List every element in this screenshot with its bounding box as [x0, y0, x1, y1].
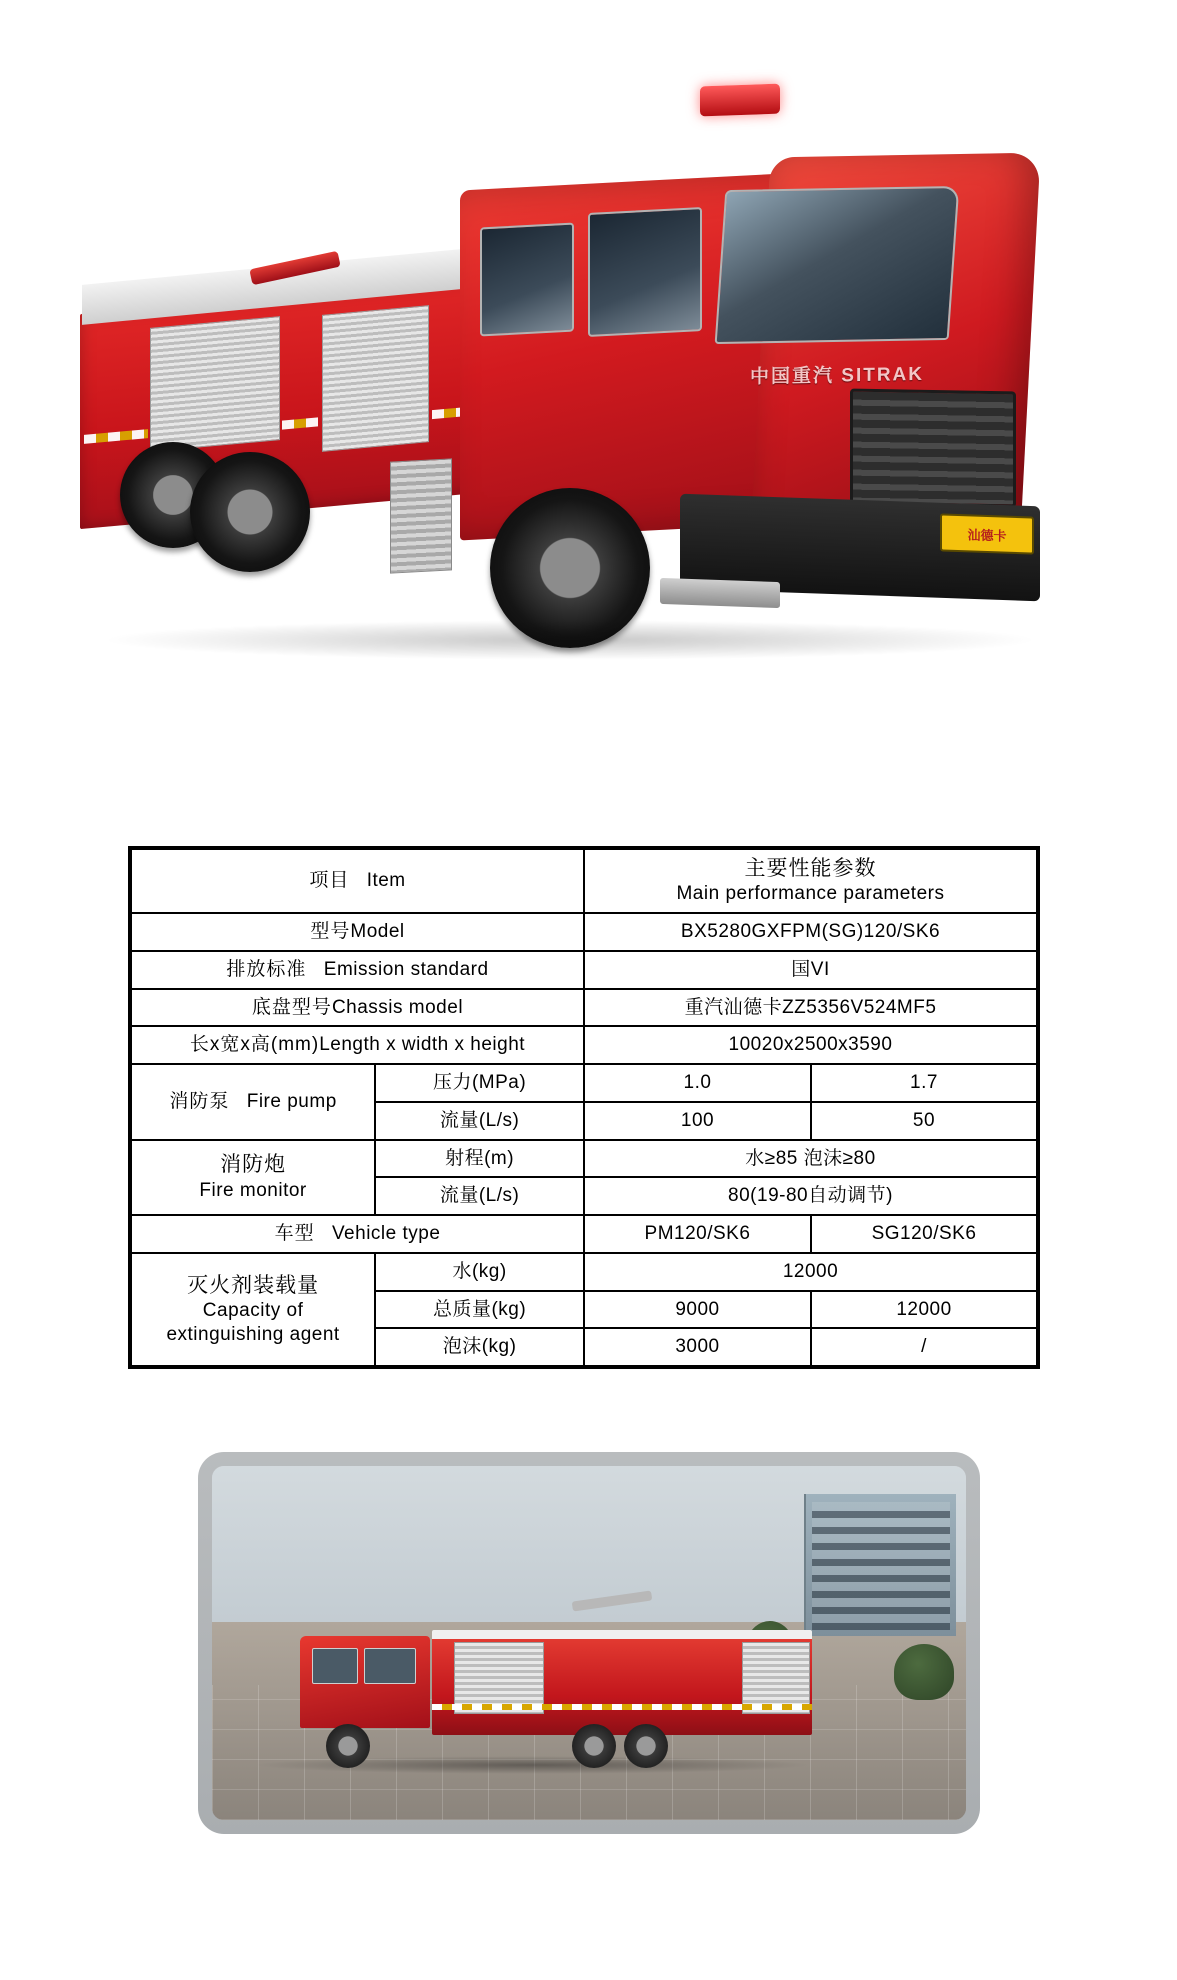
specification-table: [128, 846, 1040, 1369]
cell-fire-monitor-label: 消防炮 Fire monitor: [130, 1140, 375, 1216]
rear-wheel: [190, 452, 310, 572]
cab-window-side: [588, 207, 702, 337]
fire-truck-illustration: [60, 60, 1120, 740]
equipment-locker: [390, 458, 452, 573]
cell-fire-pump-flow-label: 流量(L/s): [375, 1102, 584, 1140]
cell-fire-monitor-range-value: 水≥85 泡沫≥80: [584, 1140, 1038, 1178]
photo-cab-window: [364, 1648, 416, 1684]
specification-table-wrapper: [128, 846, 1040, 1369]
table-row-emission: [130, 951, 1038, 989]
photo-cab-window: [312, 1648, 358, 1684]
ground-shadow: [100, 620, 1040, 660]
truck-roller-shutter-mid: [322, 305, 429, 452]
cell-capacity-total-mass-v1: 9000: [584, 1291, 811, 1329]
cell-vehicle-type-v1: PM120/SK6: [584, 1215, 811, 1253]
cell-capacity-label: 灭火剂装载量 Capacity of extinguishing agent: [130, 1253, 375, 1367]
license-plate: 汕德卡: [940, 513, 1034, 554]
cell-fire-pump-pressure-v2: 1.7: [811, 1064, 1038, 1102]
table-row-vehicle-type: [130, 1215, 1038, 1253]
cab-window-rear: [480, 223, 574, 337]
cell-vehicle-type-v2: SG120/SK6: [811, 1215, 1038, 1253]
cell-item-label: 项目 Item: [130, 848, 584, 913]
front-grille: [850, 389, 1016, 508]
cell-fire-pump-label: 消防泵 Fire pump: [130, 1064, 375, 1140]
truck-roller-shutter-rear: [150, 316, 280, 452]
cell-fire-monitor-flow-label: 流量(L/s): [375, 1177, 584, 1215]
cell-fire-pump-flow-v1: 100: [584, 1102, 811, 1140]
cab-windshield: [715, 186, 960, 344]
photo-fire-truck: [272, 1612, 812, 1762]
cell-capacity-foam-v2: /: [811, 1328, 1038, 1367]
table-row-fire-monitor-range: [130, 1140, 1038, 1178]
cell-emission-label: 排放标准 Emission standard: [130, 951, 584, 989]
table-row-dimensions: [130, 1026, 1038, 1064]
photo-rear-wheel: [572, 1724, 616, 1768]
photo-background-building: [804, 1494, 956, 1636]
cell-dimensions-value: 10020x2500x3590: [584, 1026, 1038, 1064]
cell-fire-pump-pressure-v1: 1.0: [584, 1064, 811, 1102]
cell-fire-monitor-flow-value: 80(19-80自动调节): [584, 1177, 1038, 1215]
cell-vehicle-type-label: 车型 Vehicle type: [130, 1215, 584, 1253]
bottom-photo-card: [198, 1452, 980, 1834]
table-row-fire-pump-pressure: [130, 1064, 1038, 1102]
cell-main-parameters-label: 主要性能参数 Main performance parameters: [584, 848, 1038, 913]
cell-model-label: 型号Model: [130, 913, 584, 951]
cell-chassis-value: 重汽汕德卡ZZ5356V524MF5: [584, 989, 1038, 1027]
cell-capacity-water-value: 12000: [584, 1253, 1038, 1291]
cell-emission-value: 国VI: [584, 951, 1038, 989]
cell-capacity-water-label: 水(kg): [375, 1253, 584, 1291]
photo-rear-wheel: [624, 1724, 668, 1768]
cell-fire-monitor-range-label: 射程(m): [375, 1140, 584, 1178]
cell-fire-pump-flow-v2: 50: [811, 1102, 1038, 1140]
cell-capacity-total-mass-label: 总质量(kg): [375, 1291, 584, 1329]
table-row-capacity-water: [130, 1253, 1038, 1291]
field-photo: [212, 1466, 966, 1820]
emergency-lightbar: [700, 84, 780, 117]
cell-dimensions-label: 长x宽x高(mm)Length x width x height: [130, 1026, 584, 1064]
hero-product-image: [0, 0, 1177, 790]
cell-fire-pump-pressure-label: 压力(MPa): [375, 1064, 584, 1102]
cab-side-step: [660, 578, 780, 608]
cell-capacity-total-mass-v2: 12000: [811, 1291, 1038, 1329]
cell-capacity-foam-label: 泡沫(kg): [375, 1328, 584, 1367]
table-row-header: [130, 848, 1038, 913]
cell-model-value: BX5280GXFPM(SG)120/SK6: [584, 913, 1038, 951]
table-row-chassis: [130, 989, 1038, 1027]
table-row-model: [130, 913, 1038, 951]
photo-reflective-strip: [432, 1704, 812, 1710]
truck-brand-text: 中国重汽 SITRAK: [750, 363, 925, 388]
photo-front-wheel: [326, 1724, 370, 1768]
photo-tree: [894, 1644, 954, 1700]
photo-truck-cab: [300, 1636, 430, 1728]
cell-capacity-foam-v1: 3000: [584, 1328, 811, 1367]
cell-chassis-label: 底盘型号Chassis model: [130, 989, 584, 1027]
